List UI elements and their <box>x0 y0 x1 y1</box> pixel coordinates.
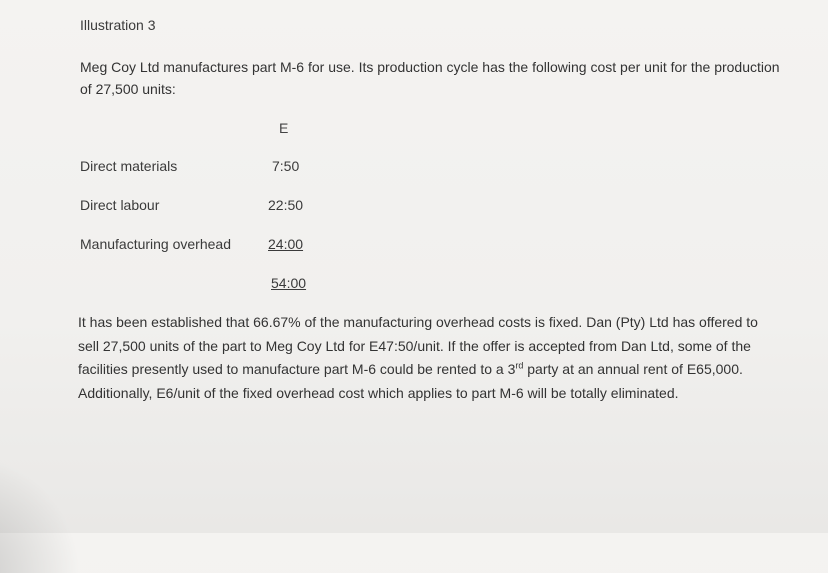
row-label-direct-materials: Direct materials <box>80 158 178 174</box>
total-value: 54:00 <box>271 275 307 291</box>
row-value-manufacturing-overhead: 24:00 <box>268 236 304 252</box>
row-value-direct-materials: 7:50 <box>272 158 300 174</box>
ordinal-superscript: rd <box>515 360 524 371</box>
page-shadow <box>0 453 80 573</box>
offer-text-part1: It has been established that 66.67% of the manufacturing overhead costs is fixed. Dan (Pty) Ltd has offered to sell 27,500 units of the part to Meg Coy Ltd for E47:50/unit. If the offer is accepted from Dan Ltd, some of the facilities presently used to manufacture part M-6 could be rented to a 3 <box>78 314 758 377</box>
illustration-heading: Illustration 3 <box>80 17 156 33</box>
row-label-direct-labour: Direct labour <box>80 197 160 213</box>
offer-paragraph <box>78 311 778 405</box>
offer-text-part2: party at an annual rent of E65,000. Additionally, E6/unit of the fixed overhead cost which applies to part M-6 will be totally eliminated. <box>78 361 743 401</box>
currency-header: E <box>279 120 289 136</box>
row-value-direct-labour: 22:50 <box>268 197 304 213</box>
intro-paragraph: Meg Coy Ltd manufactures part M-6 for use. Its production cycle has the following cost per unit for the production of 27,500 units: <box>80 59 780 97</box>
row-label-manufacturing-overhead: Manufacturing overhead <box>80 236 231 252</box>
